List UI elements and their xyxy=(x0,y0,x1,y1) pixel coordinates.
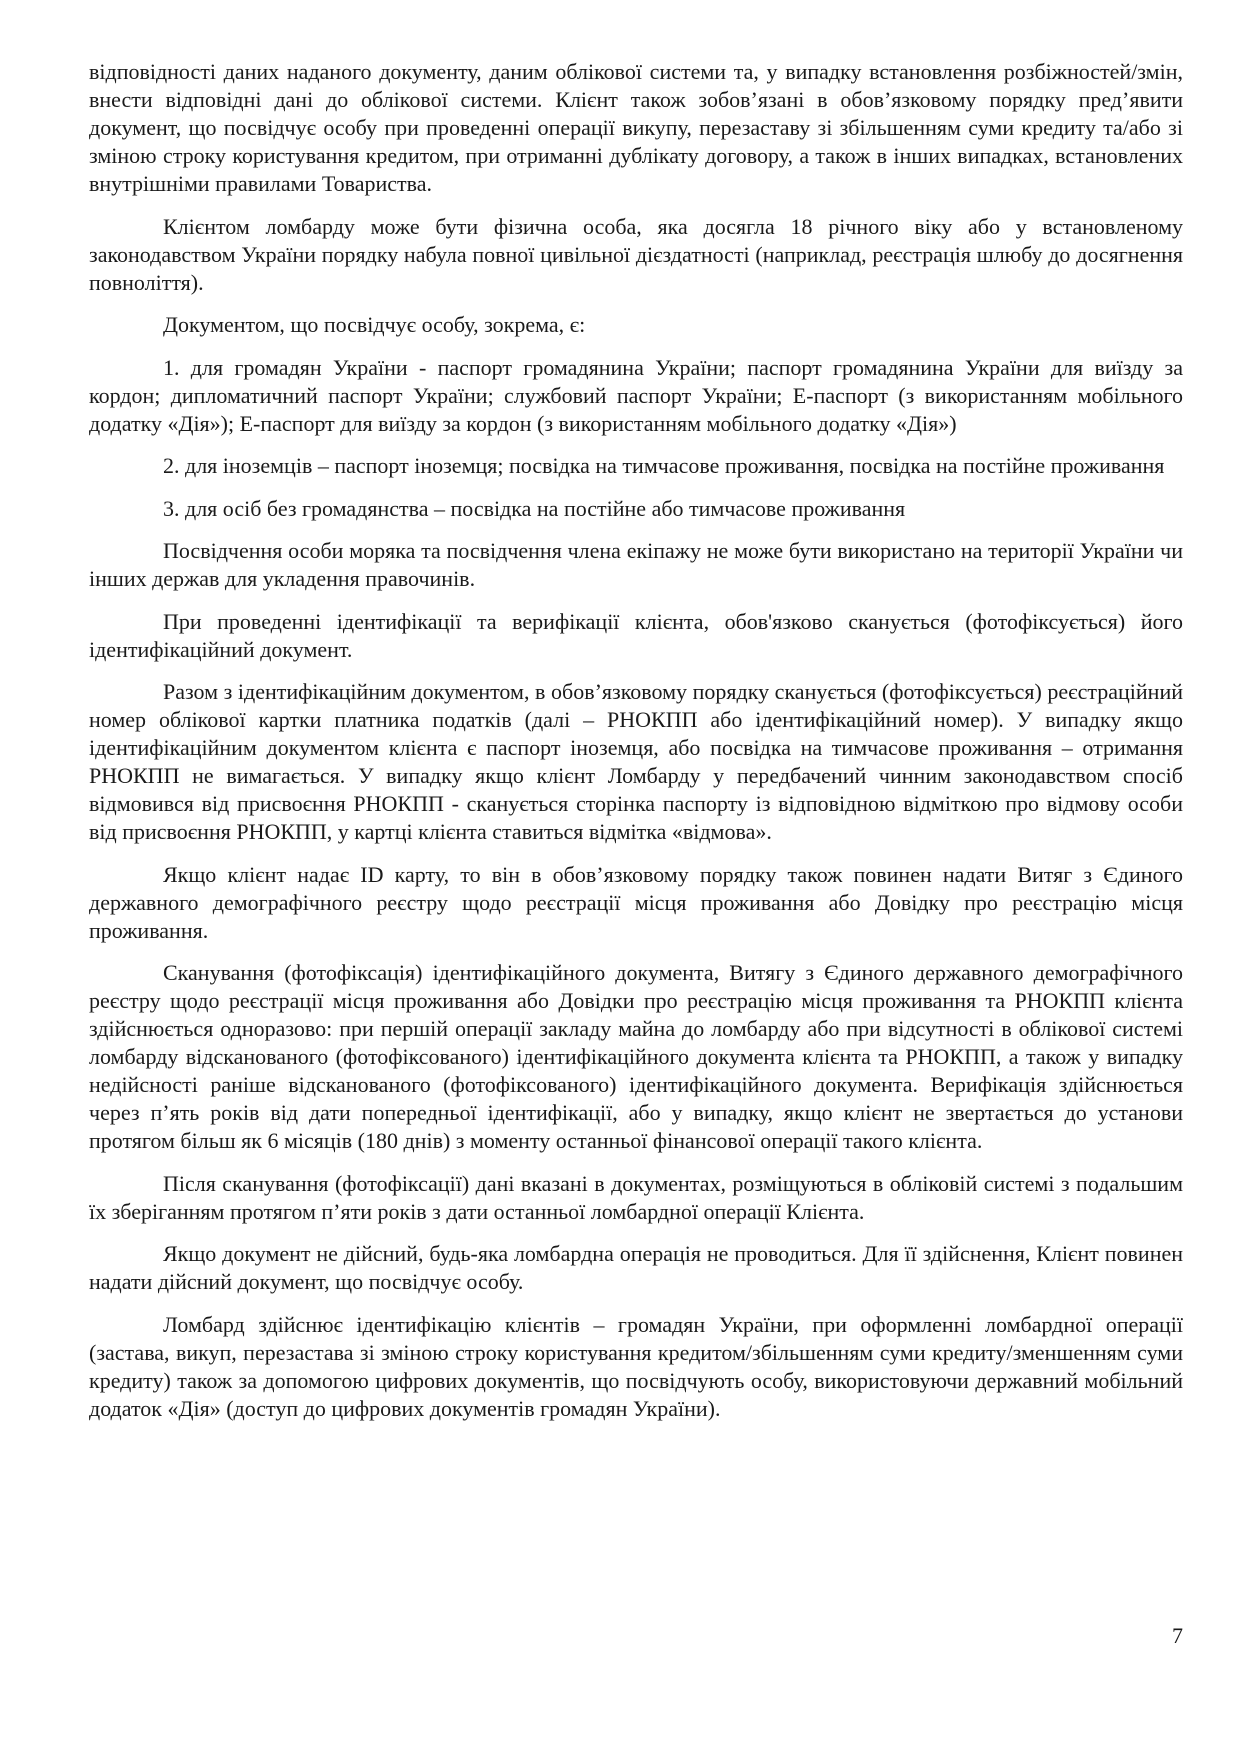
paragraph-diia-identification: Ломбард здійснює ідентифікацію клієнтів – громадян України, при оформленні ломбардної операції (застава, викуп, перезастава зі зміною строку користування кредитом/збільшенням суми кредиту/зменшенням суми кредиту) також за допомогою цифрових документів, що посвідчують особу, використовуючи державний мобільний додаток «Дія» (доступ до цифрових документів громадян України). xyxy=(89,1311,1183,1421)
paragraph-seaman-id: Посвідчення особи моряка та посвідчення члена екіпажу не може бути використано на території України чи інших держав для укладення правочинів. xyxy=(89,538,1183,591)
list-item-foreigners: 2. для іноземців – паспорт іноземця; посвідка на тимчасове проживання, посвідка на постійне проживання xyxy=(163,453,1165,478)
paragraph-identification-continuation: відповідності даних наданого документу, даним облікової системи та, у випадку встановлення розбіжностей/змін, внести відповідні дані до облікової системи. Клієнт також зобов’язані в обов’язковому порядку пред’явити документ, що посвідчує особу при проведенні операції викупу, перезаставу зі збільшенням суми кредиту та/або зі зміною строку користування кредитом, при отриманні дублікату договору, а також в інших випадках, встановлених внутрішніми правилами Товариства. xyxy=(89,59,1183,196)
list-item-ukrainian-citizens: 1. для громадян України - паспорт громадянина України; паспорт громадянина України для виїзду за кордон; дипломатичний паспорт України; службовий паспорт України; Е-паспорт (з використанням мобільного додатку «Дія»); Е-паспорт для виїзду за кордон (з використанням мобільного додатку «Дія») xyxy=(89,354,1183,436)
paragraph-tax-number: Разом з ідентифікаційним документом, в обов’язковому порядку сканується (фотофіксується) реєстраційний номер облікової картки платника податків (далі – РНОКПП або ідентифікаційний номер). У випадку якщо ідентифікаційним документом клієнта є паспорт іноземця, або посвідка на тимчасове проживання – отримання РНОКПП не вимагається. У випадку якщо клієнт Ломбарду у передбачений чинним законодавством спосіб відмовився від присвоєння РНОКПП - сканується сторінка паспорту із відповідною відміткою про відмову особи від присвоєння РНОКПП, у картці клієнта ставиться відмітка «відмова». xyxy=(89,679,1183,844)
paragraph-identity-documents-intro: Документом, що посвідчує особу, зокрема, є: xyxy=(163,312,586,337)
document-body xyxy=(89,58,1183,1437)
paragraph-invalid-document: Якщо документ не дійсний, будь-яка ломбардна операція не проводиться. Для її здійснення, Клієнт повинен надати дійсний документ, що посвідчує особу. xyxy=(89,1241,1183,1294)
paragraph-scanning-frequency: Сканування (фотофіксація) ідентифікаційного документа, Витягу з Єдиного державного демографічного реєстру щодо реєстрації місця проживання або Довідки про реєстрацію місця проживання та РНОКПП клієнта здійснюється одноразово: при першій операції закладу майна до ломбарду або при відсутності в облікової системі ломбарду відсканованого (фотофіксованого) ідентифікаційного документа клієнта та РНОКПП, а також у випадку недійсності раніше відсканованого (фотофіксованого) ідентифікаційного документа. Верифікація здійснюється через п’ять років від дати попередньої ідентифікації, або у випадку, якщо клієнт не звертається до установи протягом більш як 6 місяців (180 днів) з моменту останньої фінансової операції такого клієнта. xyxy=(89,960,1183,1153)
paragraph-document-scanning: При проведенні ідентифікації та верифікації клієнта, обов'язково сканується (фотофіксується) його ідентифікаційний документ. xyxy=(89,608,1183,662)
list-item-stateless-persons: 3. для осіб без громадянства – посвідка на постійне або тимчасове проживання xyxy=(163,495,906,521)
paragraph-data-storage: Після сканування (фотофіксації) дані вказані в документах, розміщуються в обліковій системі з подальшим їх зберіганням протягом п’яти років з дати останньої ломбардної операції Клієнта. xyxy=(89,1170,1183,1224)
page-number: 7 xyxy=(1172,1623,1183,1648)
paragraph-client-eligibility: Клієнтом ломбарду може бути фізична особа, яка досягла 18 річного віку або у встановленому законодавством України порядку набула повної цивільної дієздатності (наприклад, реєстрація шлюбу до досягнення повноліття). xyxy=(89,213,1183,295)
paragraph-id-card: Якщо клієнт надає ID карту, то він в обов’язковому порядку також повинен надати Витяг з Єдиного державного демографічного реєстру щодо реєстрації місця проживання або Довідку про реєстрацію місця проживання. xyxy=(89,861,1183,943)
